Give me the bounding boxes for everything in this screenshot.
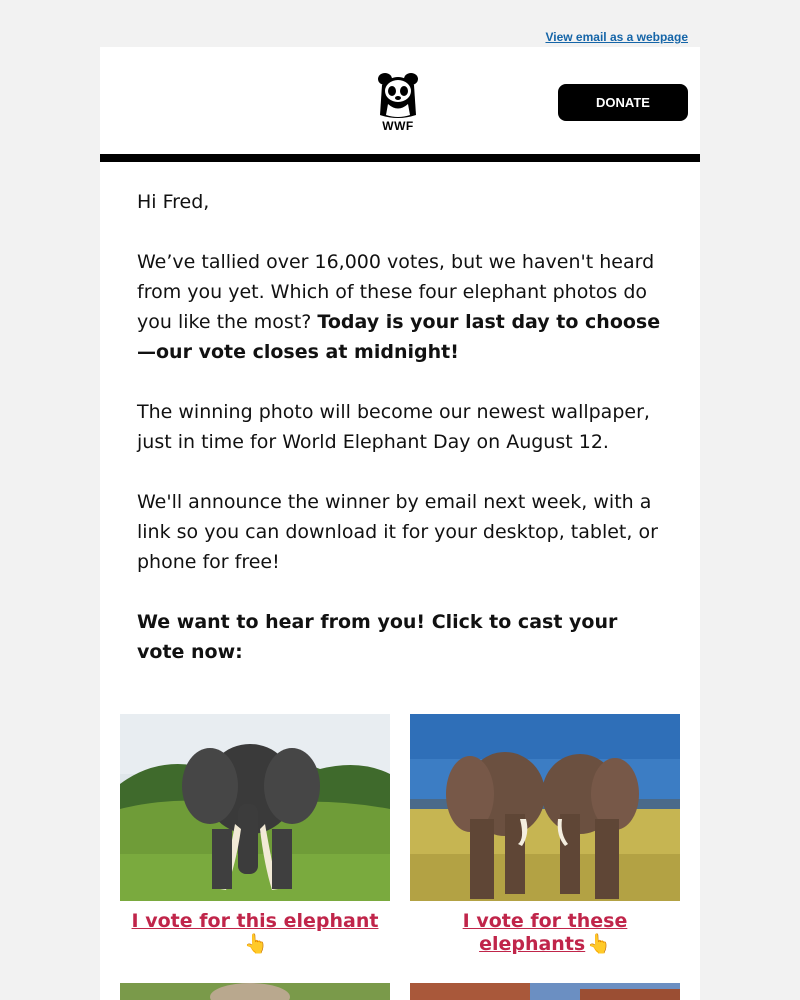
- vote-link-1-label: I vote for this elephant: [131, 910, 379, 932]
- elephant-photo-3[interactable]: [120, 983, 390, 1000]
- email-header: [100, 47, 700, 154]
- deadline-text: Today is your last day to choose—our vote closes at midnight!: [137, 311, 661, 363]
- view-as-webpage-link[interactable]: View email as a webpage: [545, 30, 688, 44]
- vote-link-2[interactable]: [410, 910, 680, 955]
- donate-button[interactable]: DONATE: [558, 84, 688, 121]
- call-to-action: We want to hear from you! Click to cast your vote now:: [137, 611, 618, 663]
- vote-link-1[interactable]: [120, 910, 390, 955]
- elephant-photo-4[interactable]: [410, 983, 680, 1000]
- elephant-photo-1[interactable]: [120, 714, 390, 901]
- paragraph-announce: We'll announce the winner by email next week, with a link so you can download it for your desktop, tablet, or phone for free!: [137, 491, 658, 573]
- paragraph-votes-text: We’ve tallied over 16,000 votes, but we haven't heard from you yet. Which of these four elephant photos do you like the most?: [137, 251, 655, 333]
- email-body: [100, 162, 700, 667]
- pointing-hand-icon: 👆: [244, 933, 268, 955]
- elephant-photo-2[interactable]: [410, 714, 680, 901]
- header-divider: [100, 154, 700, 162]
- vote-link-2-label: I vote for these elephants: [462, 910, 628, 955]
- pointing-hand-icon: 👆: [587, 933, 611, 955]
- topbar: [100, 26, 688, 45]
- greeting: Hi Fred,: [137, 191, 210, 213]
- paragraph-wallpaper: The winning photo will become our newest wallpaper, just in time for World Elephant Day on August 12.: [137, 401, 650, 453]
- wwf-logo-text: WWF: [382, 119, 414, 133]
- email-card: [100, 47, 700, 1000]
- paragraph-votes: [137, 247, 663, 367]
